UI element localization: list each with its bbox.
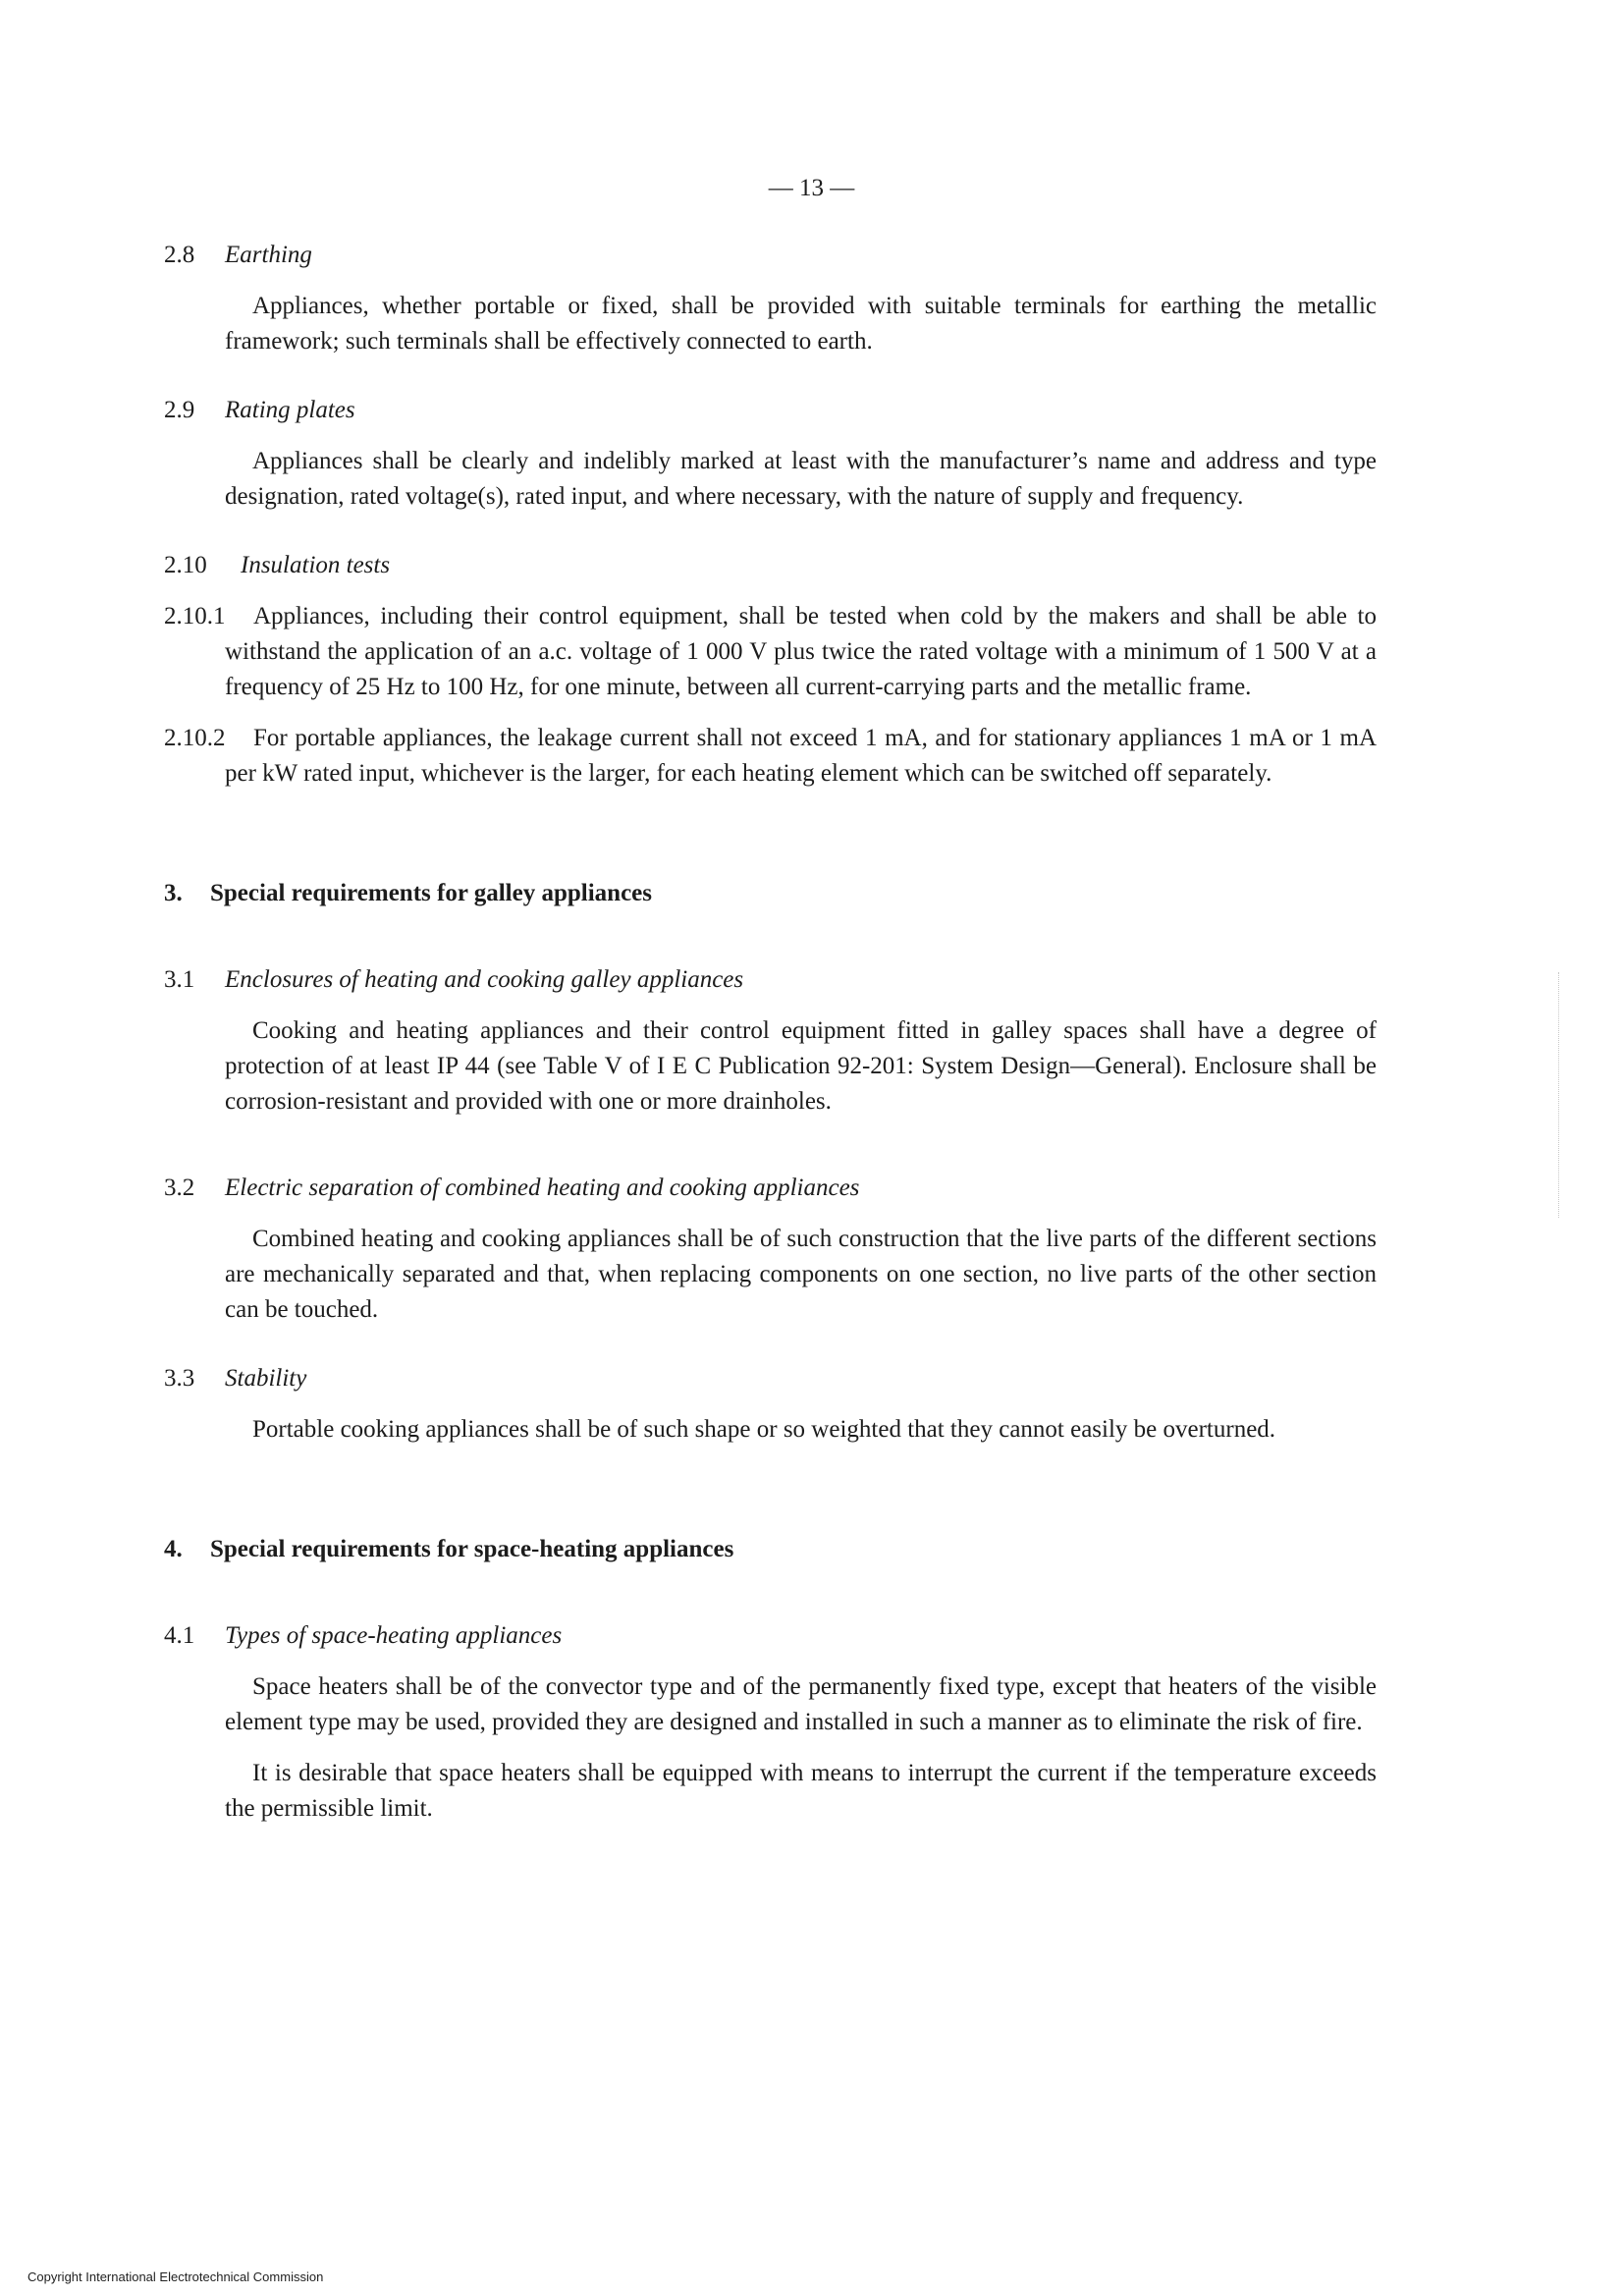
section-title: Rating plates	[225, 397, 355, 423]
paragraph-number: 2.10.2	[164, 725, 226, 751]
section-heading-4	[164, 1532, 1377, 1567]
section-title: Electric separation of combined heating and cooking appliances	[225, 1175, 860, 1201]
section-title: Insulation tests	[241, 552, 391, 578]
section-heading-2-9	[164, 393, 1377, 428]
section-paragraph-3-1: Cooking and heating appliances and their control equipment fitted in galley spaces shall have a degree of protection of at least IP 44 (see Table V of I E C Publication 92-201: System Design—General). Enclosure shall be corrosion-resistant and provided with one or more drainholes.	[225, 1017, 1377, 1115]
section-heading-4-1	[164, 1618, 1377, 1654]
section-title: Enclosures of heating and cooking galley appliances	[225, 966, 744, 993]
section-heading-3-1	[164, 962, 1377, 998]
section-number: 2.10	[164, 552, 207, 578]
section-title: Special requirements for space-heating appliances	[210, 1536, 734, 1562]
section-paragraph-2-9: Appliances shall be clearly and indelibly marked at least with the manufacturer’s name and address and type designation, rated voltage(s), rated input, and where necessary, with the nature of supply and frequency.	[225, 448, 1377, 510]
section-number: 4.	[164, 1536, 183, 1562]
section-heading-2-8	[164, 238, 1377, 273]
paragraph-number: 2.10.1	[164, 603, 226, 629]
section-number: 3.2	[164, 1175, 195, 1201]
section-heading-3-2	[164, 1171, 1377, 1206]
paragraph-text: For portable appliances, the leakage current shall not exceed 1 mA, and for stationary appliances 1 mA or 1 mA per kW rated input, whichever is the larger, for each heating element which can be switched off separately.	[225, 725, 1377, 787]
section-heading-3	[164, 876, 1377, 911]
section-paragraph-2-8: Appliances, whether portable or fixed, shall be provided with suitable terminals for earthing the metallic framework; such terminals shall be effectively connected to earth.	[225, 293, 1377, 355]
section-paragraph-3-2: Combined heating and cooking appliances shall be of such construction that the live parts of the different sections are mechanically separated and that, when replacing components on one section, no live parts of the other section can be touched.	[225, 1226, 1377, 1323]
section-title: Types of space-heating appliances	[225, 1622, 563, 1649]
section-heading-2-10	[164, 548, 1377, 583]
document-body	[164, 238, 1377, 1827]
section-number: 3.	[164, 880, 183, 906]
section-number: 2.8	[164, 242, 195, 268]
copyright-footer: Copyright International Electrotechnical Commission	[27, 2269, 324, 2284]
margin-scan-marks	[1558, 972, 1561, 1218]
section-paragraph-3-3: Portable cooking appliances shall be of such shape or so weighted that they cannot easily be overturned.	[252, 1416, 1276, 1443]
paragraph-text: Appliances, including their control equipment, shall be tested when cold by the makers and shall be able to withstand the application of an a.c. voltage of 1 000 V plus twice the rated voltage with a minimum of 1 500 V at a frequency of 25 Hz to 100 Hz, for one minute, between all current-carrying parts and the metallic frame.	[225, 603, 1377, 700]
section-title: Stability	[225, 1365, 307, 1392]
section-paragraph-4-1-b: It is desirable that space heaters shall be equipped with means to interrupt the current if the temperature exceeds the permissible limit.	[225, 1760, 1377, 1822]
section-number: 4.1	[164, 1622, 195, 1649]
section-number: 3.3	[164, 1365, 195, 1392]
section-heading-3-3	[164, 1361, 1377, 1396]
section-number: 3.1	[164, 966, 195, 993]
page-number: — 13 —	[768, 175, 855, 201]
numbered-paragraph-2-10-2	[164, 721, 1377, 792]
section-title: Earthing	[225, 242, 312, 268]
section-title: Special requirements for galley appliances	[210, 880, 652, 906]
numbered-paragraph-2-10-1	[164, 599, 1377, 705]
section-number: 2.9	[164, 397, 195, 423]
section-paragraph-4-1-a: Space heaters shall be of the convector type and of the permanently fixed type, except that heaters of the visible element type may be used, provided they are designed and installed in such a manner as to eliminate the risk of fire.	[225, 1673, 1377, 1735]
